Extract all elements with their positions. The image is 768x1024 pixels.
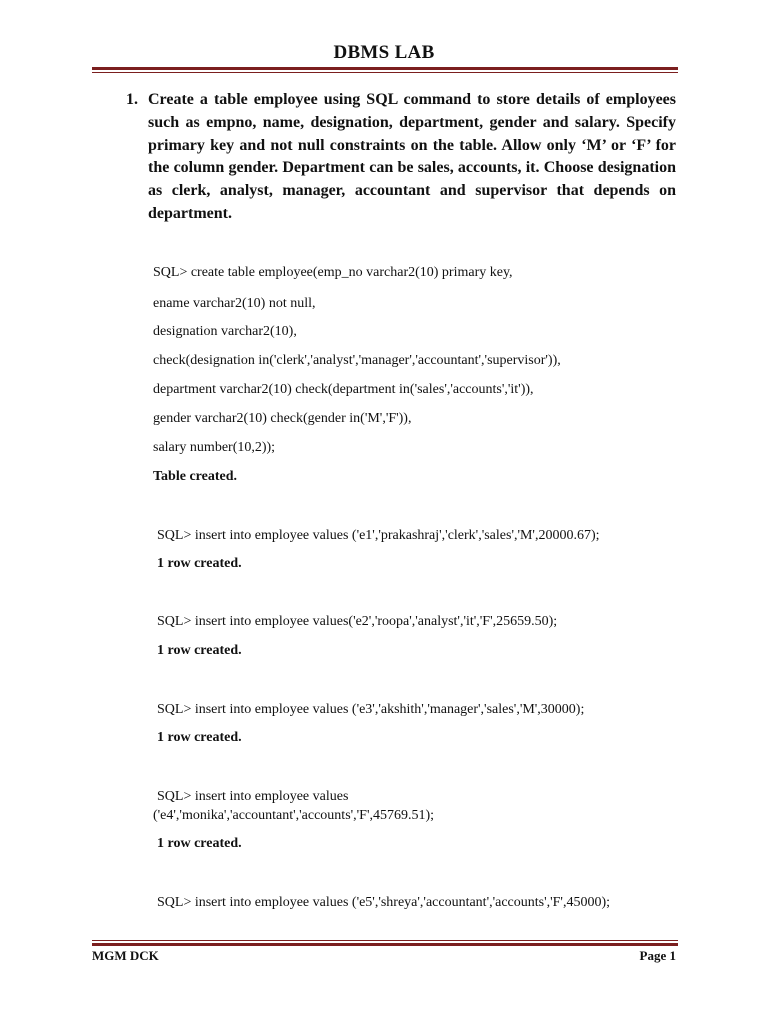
footer-rule-thin [92, 940, 678, 941]
question-block [126, 89, 676, 226]
create-line-5: department varchar2(10) check(department in('sales','accounts','it')), [153, 382, 534, 397]
create-line-7: salary number(10,2)); [153, 440, 276, 455]
create-line-1: SQL> create table employee(emp_no varchar2(10) primary key, [153, 265, 513, 280]
create-line-3: designation varchar2(10), [153, 324, 297, 339]
insert-result-2: 1 row created. [157, 643, 242, 658]
footer-rule-thick [92, 943, 678, 946]
insert-sql-3: SQL> insert into employee values ('e3','akshith','manager','sales','M',30000); [157, 702, 585, 717]
insert-sql-2: SQL> insert into employee values('e2','roopa','analyst','it','F',25659.50); [157, 614, 558, 629]
create-result: Table created. [153, 469, 237, 484]
footer-left-text: MGM DCK [92, 948, 159, 963]
create-line-4: check(designation in('clerk','analyst','manager','accountant','supervisor')), [153, 353, 561, 368]
page-header-title: DBMS LAB [333, 42, 435, 63]
footer-page-number: Page 1 [639, 948, 676, 963]
insert-sql-4-cont: ('e4','monika','accountant','accounts','F',45769.51); [153, 808, 435, 823]
create-line-6: gender varchar2(10) check(gender in('M','F')), [153, 411, 412, 426]
insert-sql-1: SQL> insert into employee values ('e1','prakashraj','clerk','sales','M',20000.67); [157, 528, 600, 543]
insert-sql-5: SQL> insert into employee values ('e5','shreya','accountant','accounts','F',45000); [157, 895, 611, 910]
question-number: 1. [126, 91, 138, 108]
insert-result-1: 1 row created. [157, 556, 242, 571]
header-rule-thick [92, 67, 678, 70]
header-rule-thin [92, 72, 678, 73]
question-text: Create a table employee using SQL command to store details of employees such as empno, name, designation, department, gender and salary. Specify primary key and not null constraints on the table. Allow only ‘M’ or ‘F’ for the column gender. Department can be sales, accounts, it. Choose designation as clerk, analyst, manager, accountant and supervisor that depends on department. [148, 91, 676, 222]
insert-result-3: 1 row created. [157, 730, 242, 745]
create-line-2: ename varchar2(10) not null, [153, 296, 316, 311]
insert-result-4: 1 row created. [157, 836, 242, 851]
insert-sql-4: SQL> insert into employee values [157, 789, 349, 804]
